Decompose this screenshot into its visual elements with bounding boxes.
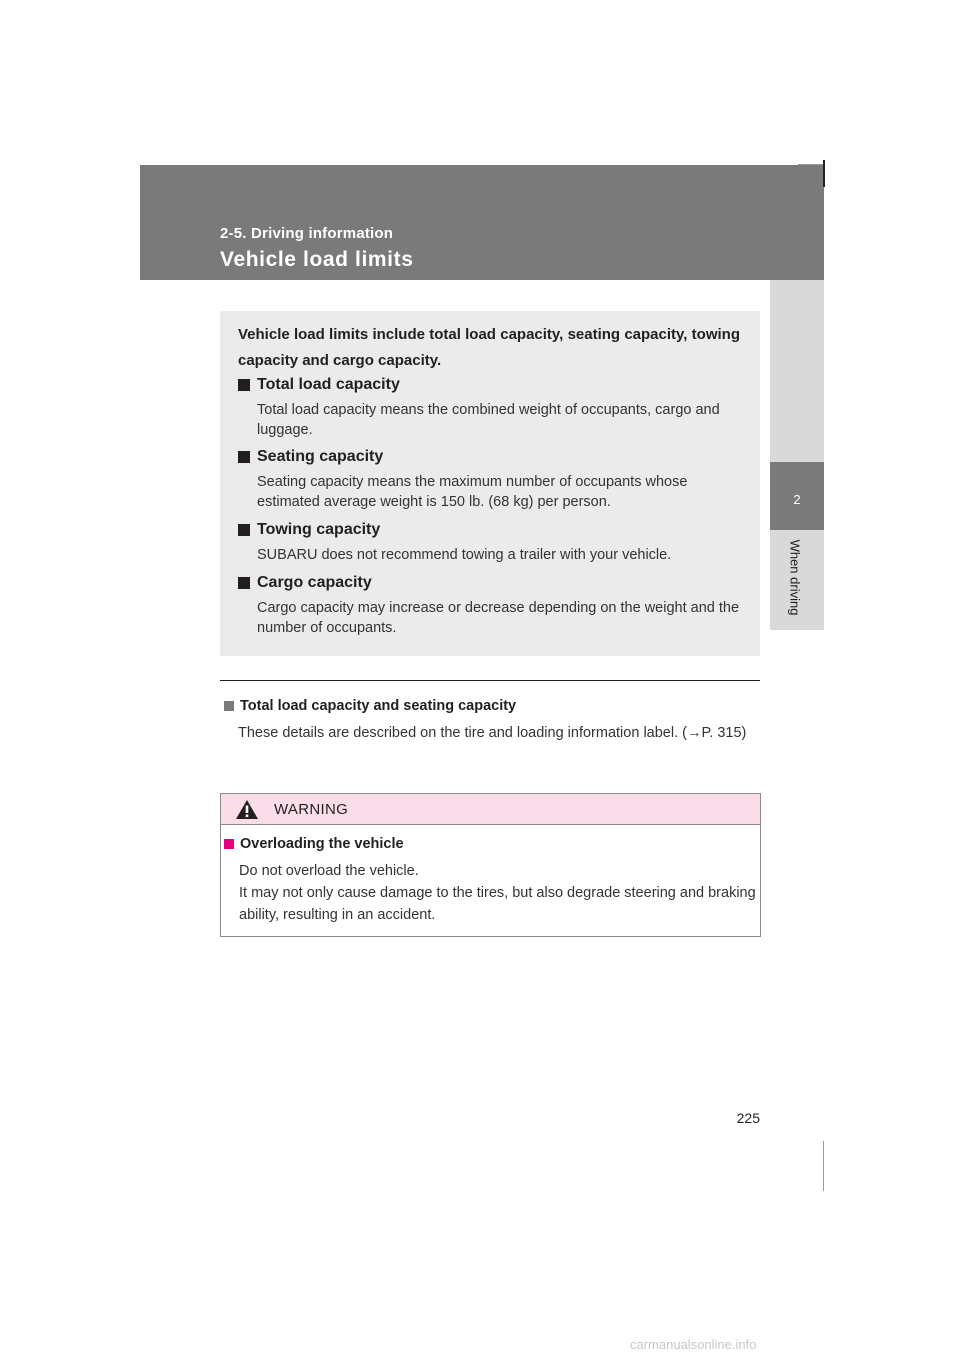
crop-mark xyxy=(823,160,825,187)
topic-title: Cargo capacity xyxy=(257,574,372,591)
warning-triangle-icon xyxy=(235,799,259,820)
topic-body: SUBARU does not recommend towing a trailer with your vehicle. xyxy=(257,547,672,563)
square-bullet-icon xyxy=(238,577,250,589)
topic-seating xyxy=(238,446,740,512)
topic-title: Total load capacity xyxy=(257,376,400,393)
section-label: 2-5. Driving information xyxy=(220,225,394,242)
warning-header xyxy=(221,794,760,825)
chapter-side-bar xyxy=(770,280,824,462)
square-bullet-icon xyxy=(238,379,250,391)
warning-text xyxy=(239,860,759,926)
chapter-name: When driving xyxy=(787,539,803,616)
intro-text: Vehicle load limits include total load capacity, seating capacity, towing capacity and cargo capacity. xyxy=(238,326,740,369)
topic-cargo xyxy=(238,572,740,638)
warning-line: It may not only cause damage to the tires, but also degrade steering and braking ability, resulting in an accident. xyxy=(239,885,756,923)
info-body: These details are described on the tire and loading information label. (→P. 315) xyxy=(238,725,747,741)
topic-title: Seating capacity xyxy=(257,448,384,465)
square-bullet-icon xyxy=(238,451,250,463)
info-title: Total load capacity and seating capacity xyxy=(240,698,517,714)
square-bullet-icon xyxy=(224,701,234,711)
crop-mark xyxy=(823,1141,824,1191)
warning-line: Do not overload the vehicle. xyxy=(239,863,419,879)
warning-title: Overloading the vehicle xyxy=(240,836,404,852)
topic-body: Cargo capacity may increase or decrease depending on the weight and the number of occupants. xyxy=(257,600,740,636)
info-heading xyxy=(224,698,516,714)
page-number: 225 xyxy=(736,1110,760,1126)
crop-line xyxy=(798,164,824,165)
topic-total-load xyxy=(238,374,740,440)
topic-title: Towing capacity xyxy=(257,521,381,538)
warning-label: WARNING xyxy=(274,801,349,818)
warning-heading xyxy=(224,836,404,852)
square-bullet-icon xyxy=(224,839,234,849)
page-title: Vehicle load limits xyxy=(220,248,414,271)
topic-body: Seating capacity means the maximum number of occupants whose estimated average weight is 150 lb. (68 kg) per person. xyxy=(257,474,688,510)
divider xyxy=(220,680,760,681)
warning-box xyxy=(220,793,761,937)
watermark[interactable]: carmanualsonline.info xyxy=(630,1337,757,1352)
topic-towing xyxy=(238,519,740,565)
topic-body: Total load capacity means the combined weight of occupants, cargo and luggage. xyxy=(257,402,720,438)
square-bullet-icon xyxy=(238,524,250,536)
chapter-number: 2 xyxy=(793,492,801,507)
